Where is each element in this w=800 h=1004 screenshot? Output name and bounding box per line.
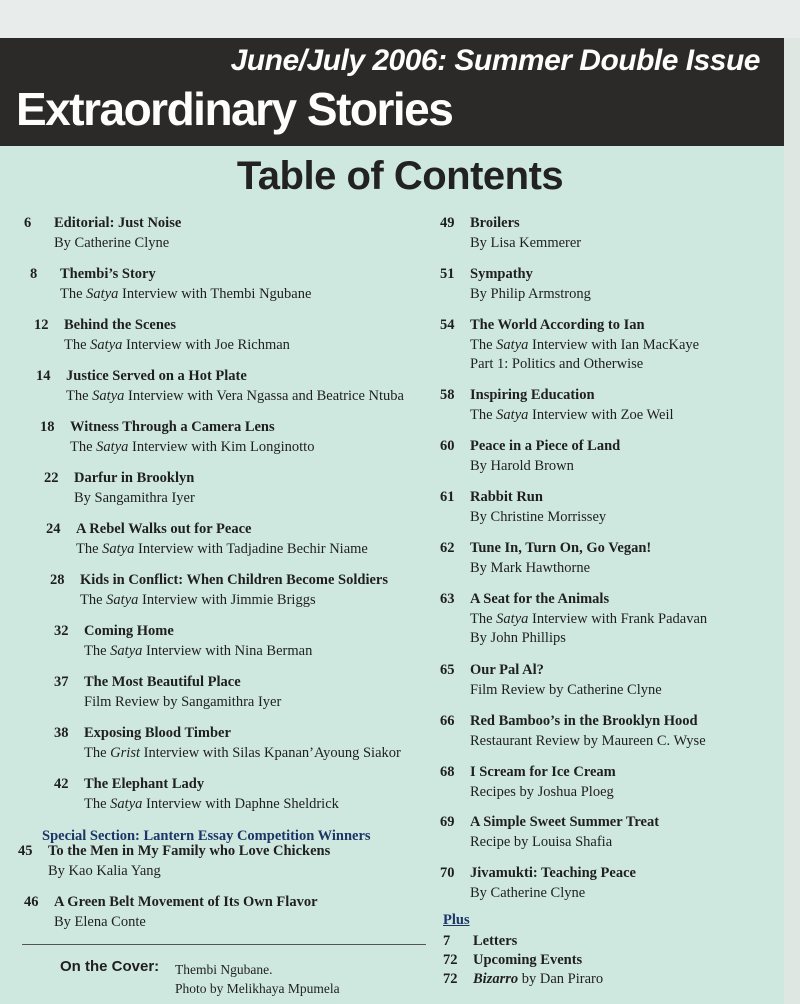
article-title: A Rebel Walks out for Peace (76, 521, 252, 537)
article-byline (46, 540, 368, 560)
article-title: Broilers (470, 215, 520, 231)
byline-text: Satya (86, 285, 119, 302)
toc-entry (440, 265, 591, 304)
article-title: Editorial: Just Noise (54, 215, 182, 231)
toc-entry-head (440, 265, 591, 285)
plus-item (443, 951, 582, 970)
plus-item (443, 970, 603, 989)
page-number: 46 (24, 894, 39, 910)
page-number: 54 (440, 317, 455, 333)
toc-entry (54, 622, 312, 661)
article-byline (54, 693, 281, 713)
byline-text: By Philip Armstrong (470, 285, 591, 302)
article-title: Witness Through a Camera Lens (70, 419, 275, 435)
toc-entry-head (54, 724, 401, 744)
page-number: 49 (440, 215, 455, 231)
page-number: 60 (440, 438, 455, 454)
page-number: 66 (440, 713, 455, 729)
page-number: 63 (440, 591, 455, 607)
special-section-heading: Special Section: Lantern Essay Competition Winners (42, 828, 371, 844)
byline-text: The (470, 610, 497, 627)
article-title: A Simple Sweet Summer Treat (470, 814, 660, 830)
toc-entry (24, 893, 318, 932)
page-number: 6 (24, 215, 32, 231)
article-title: I Scream for Ice Cream (470, 764, 616, 780)
toc-entry-head (440, 590, 707, 610)
toc-entry (50, 571, 388, 610)
toc-entry-head (440, 488, 606, 508)
article-byline (34, 336, 290, 356)
article-title: To the Men in My Family who Love Chickens (48, 843, 331, 859)
toc-entry-head (440, 763, 616, 783)
byline-text: Interview with Vera Ngassa and Beatrice Ntuba (124, 387, 404, 404)
byline-text: Film Review by Sangamithra Iyer (84, 693, 282, 710)
toc-entry-head (50, 571, 388, 591)
article-byline (18, 862, 330, 882)
toc-entry (440, 590, 707, 649)
article-byline (54, 795, 339, 815)
article-title: Thembi’s Story (60, 266, 156, 282)
toc-entry-head (440, 813, 659, 833)
byline-text: Satya (106, 591, 139, 608)
page-number: 72 (443, 971, 458, 987)
byline-text: Satya (96, 438, 129, 455)
article-byline (36, 387, 404, 407)
toc-entry-head (40, 418, 314, 438)
page-number: 70 (440, 865, 455, 881)
article-title: Rabbit Run (470, 489, 543, 505)
cover-divider (22, 944, 426, 945)
toc-entry (54, 673, 281, 712)
byline-text: Interview with Thembi Ngubane (118, 285, 312, 302)
article-title: The Most Beautiful Place (84, 674, 241, 690)
article-byline (440, 884, 636, 904)
byline-text: The (76, 540, 103, 557)
byline-text: By John Phillips (470, 630, 566, 646)
toc-entry-head (440, 437, 620, 457)
toc-entry-head (24, 893, 318, 913)
byline-text: By Harold Brown (470, 457, 574, 474)
toc-entry (54, 724, 401, 763)
page-number: 61 (440, 489, 455, 505)
toc-entry (34, 316, 290, 355)
page-number: 51 (440, 266, 455, 282)
toc-entry (24, 214, 181, 253)
article-title: Inspiring Education (470, 387, 595, 403)
toc-entry (440, 214, 581, 253)
toc-entry (46, 520, 368, 559)
article-byline (440, 285, 591, 305)
page-number: 8 (30, 266, 38, 282)
toc-entry (440, 813, 659, 852)
toc-entry (18, 842, 330, 881)
byline-text: Film Review by Catherine Clyne (470, 681, 662, 698)
byline-text: The (84, 642, 111, 659)
page-number: 69 (440, 814, 455, 830)
byline-text: The (60, 285, 87, 302)
toc-entry-head (440, 712, 706, 732)
toc-entry-head (440, 214, 581, 234)
page-number: 7 (443, 933, 451, 949)
byline-text: The (64, 336, 91, 353)
article-title: Coming Home (84, 623, 174, 639)
toc-entry-head (440, 316, 699, 336)
toc-entry (30, 265, 311, 304)
page-number: 14 (36, 368, 51, 384)
toc-entry (440, 763, 616, 802)
masthead-banner (0, 38, 784, 146)
byline-text: The (470, 336, 497, 353)
article-byline (54, 744, 401, 764)
byline-text: Satya (110, 642, 143, 659)
article-byline (440, 732, 706, 752)
toc-entry (44, 469, 195, 508)
cover-label: On the Cover: (60, 958, 160, 975)
toc-entry (440, 437, 620, 476)
page-number: 42 (54, 776, 69, 792)
page-number: 24 (46, 521, 61, 537)
byline-text: Interview with Tadjadine Bechir Niame (134, 540, 368, 557)
article-byline (54, 642, 312, 662)
byline-text: Interview with Silas Kpanan’Ayoung Siakor (140, 744, 401, 761)
toc-entry-head (30, 265, 311, 285)
toc-entry (440, 386, 674, 425)
byline-text: Satya (496, 610, 529, 627)
article-title: Jivamukti: Teaching Peace (470, 865, 636, 881)
byline-text: By Lisa Kemmerer (470, 234, 582, 251)
toc-entry-head (34, 316, 290, 336)
article-byline (24, 913, 318, 933)
article-title: A Seat for the Animals (470, 591, 610, 607)
byline-text: By Sangamithra Iyer (74, 489, 195, 506)
page-number: 45 (18, 843, 33, 859)
article-title: Darfur in Brooklyn (74, 470, 195, 486)
article-byline (440, 783, 616, 803)
plus-title: Upcoming Events (473, 952, 583, 968)
byline-text: The (470, 406, 497, 423)
page-number: 32 (54, 623, 69, 639)
page-number: 22 (44, 470, 59, 486)
cover-caption-line: Thembi Ngubane. (175, 962, 273, 977)
toc-entry-head (440, 539, 651, 559)
byline-text: Part 1: Politics and Otherwise (470, 356, 644, 372)
byline-text: Interview with Frank Padavan (528, 610, 708, 627)
byline-text: The (84, 795, 111, 812)
toc-entry-head (54, 622, 312, 642)
article-byline (440, 833, 659, 853)
byline-text: Satya (102, 540, 135, 557)
toc-entry (440, 864, 636, 903)
article-title: Peace in a Piece of Land (470, 438, 621, 454)
article-title: A Green Belt Movement of Its Own Flavor (54, 894, 318, 910)
plus-title: Bizarro (473, 971, 519, 987)
plus-item (443, 932, 517, 951)
article-title: Exposing Blood Timber (84, 725, 231, 741)
toc-entry-head (46, 520, 368, 540)
toc-entry-head (24, 214, 181, 234)
byline-text: Satya (496, 336, 529, 353)
page-number: 58 (440, 387, 455, 403)
byline-text: Grist (110, 744, 140, 761)
byline-text: By Christine Morrissey (470, 508, 607, 525)
article-byline (44, 489, 195, 509)
article-title: Red Bamboo’s in the Brooklyn Hood (470, 713, 698, 729)
article-byline (440, 629, 707, 649)
article-byline (40, 438, 314, 458)
article-title: Kids in Conflict: When Children Become Soldiers (80, 572, 389, 588)
article-title: The Elephant Lady (84, 776, 205, 792)
byline-text: The (84, 744, 111, 761)
byline-text: Interview with Kim Longinotto (128, 438, 315, 455)
cover-credit-line: Photo by Melikhaya Mpumela (175, 981, 340, 996)
toc-entry (440, 316, 699, 375)
article-title: Sympathy (470, 266, 533, 282)
byline-text: Interview with Joe Richman (122, 336, 290, 353)
article-byline (440, 336, 699, 356)
toc-entry (40, 418, 314, 457)
page-number: 65 (440, 662, 455, 678)
byline-text: By Catherine Clyne (54, 234, 170, 251)
article-byline (440, 457, 620, 477)
byline-text: Satya (110, 795, 143, 812)
plus-title: Letters (473, 933, 518, 949)
byline-text: Interview with Ian MacKaye (528, 336, 700, 353)
byline-text: Interview with Jimmie Briggs (138, 591, 316, 608)
page-number: 18 (40, 419, 55, 435)
issue-date: June/July 2006: Summer Double Issue (230, 44, 760, 77)
byline-text: Interview with Nina Berman (142, 642, 313, 659)
article-byline (440, 355, 699, 375)
byline-text: Satya (496, 406, 529, 423)
toc-entry-head (36, 367, 404, 387)
article-byline (440, 559, 651, 579)
page-number: 72 (443, 952, 458, 968)
toc-entry (440, 712, 706, 751)
toc-entry-head (54, 673, 281, 693)
article-byline (440, 610, 707, 630)
toc-heading: Table of Contents (236, 154, 564, 198)
byline-text: Recipe by Louisa Shafia (470, 833, 613, 850)
plus-heading: Plus (443, 912, 470, 928)
toc-entry (440, 539, 651, 578)
toc-entry-head (44, 469, 195, 489)
byline-text: Satya (92, 387, 125, 404)
toc-entry (36, 367, 404, 406)
cover-caption (175, 960, 340, 998)
toc-entry (440, 488, 606, 527)
byline-text: By Kao Kalia Yang (48, 862, 161, 879)
byline-text: By Mark Hawthorne (470, 559, 591, 576)
byline-text: Recipes by Joshua Ploeg (470, 783, 614, 800)
toc-entry-head (54, 775, 339, 795)
article-byline (440, 508, 606, 528)
byline-text: The (80, 591, 107, 608)
toc-entry (440, 661, 662, 700)
plus-byline: by Dan Piraro (518, 971, 604, 987)
byline-text: Satya (90, 336, 123, 353)
article-title: Our Pal Al? (470, 662, 544, 678)
toc-entry-head (440, 864, 636, 884)
byline-text: The (70, 438, 97, 455)
article-title: Behind the Scenes (64, 317, 176, 333)
page-number: 37 (54, 674, 69, 690)
article-title: Justice Served on a Hot Plate (66, 368, 247, 384)
page-number: 28 (50, 572, 65, 588)
page-number: 68 (440, 764, 455, 780)
byline-text: Interview with Daphne Sheldrick (142, 795, 339, 812)
page-number: 62 (440, 540, 455, 556)
byline-text: By Catherine Clyne (470, 884, 586, 901)
article-byline (440, 234, 581, 254)
byline-text: Restaurant Review by Maureen C. Wyse (470, 732, 706, 749)
article-byline (50, 591, 388, 611)
article-byline (30, 285, 311, 305)
page-top-margin (0, 0, 800, 38)
article-title: Tune In, Turn On, Go Vegan! (470, 540, 652, 556)
toc-entry (54, 775, 339, 814)
article-byline (24, 234, 181, 254)
issue-theme-title: Extraordinary Stories (16, 83, 453, 135)
toc-entry-head (440, 386, 674, 406)
page-number: 12 (34, 317, 49, 333)
page-number: 38 (54, 725, 69, 741)
article-byline (440, 681, 662, 701)
article-byline (440, 406, 674, 426)
toc-entry-head (440, 661, 662, 681)
article-title: The World According to Ian (470, 317, 645, 333)
byline-text: Interview with Zoe Weil (528, 406, 674, 423)
byline-text: By Elena Conte (54, 913, 146, 930)
byline-text: The (66, 387, 93, 404)
